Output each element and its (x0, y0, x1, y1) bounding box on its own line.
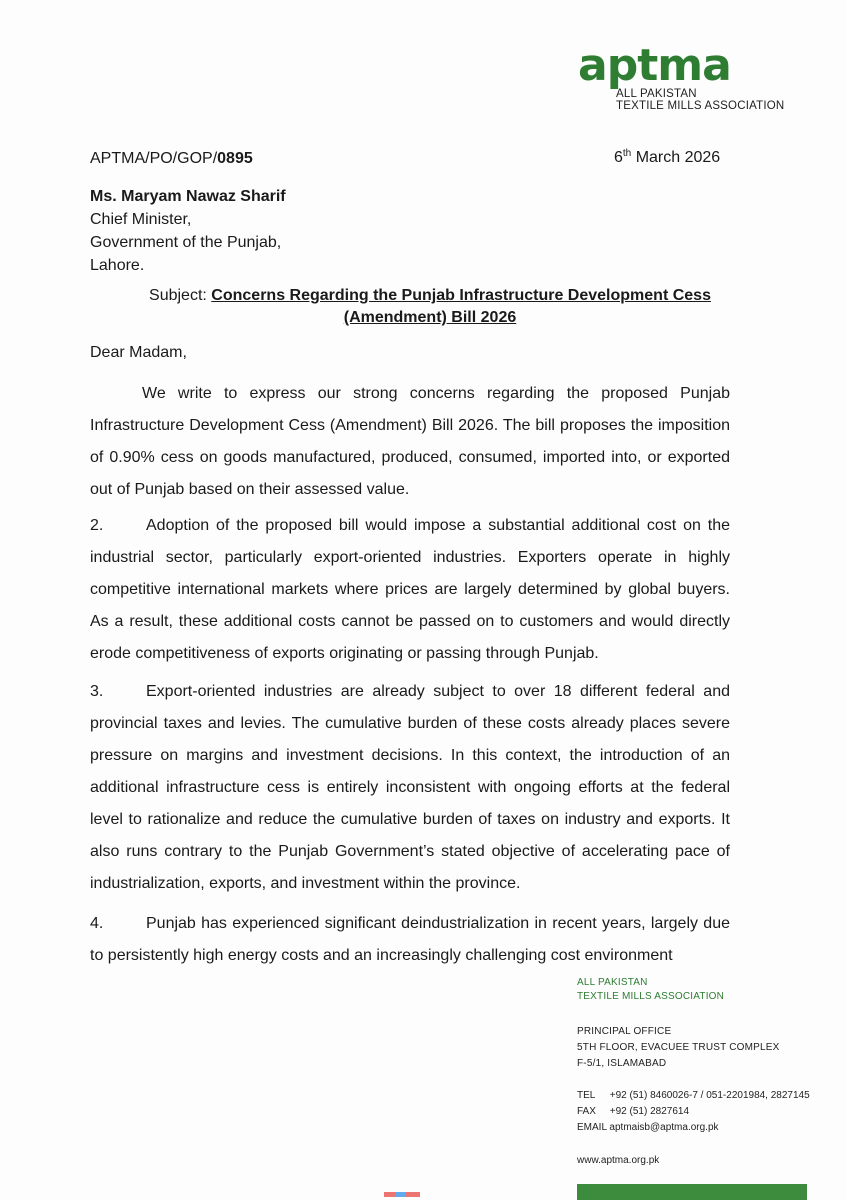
date-suffix: th (622, 148, 632, 159)
footer-office-address (577, 1024, 780, 1072)
addressee-name: Ms. Maryam Nawaz Sharif (90, 188, 286, 205)
paragraph-3-number: 3. (90, 683, 104, 700)
date-month-year: March 2026 (631, 149, 721, 166)
email-value: aptmaisb@aptma.org.pk (609, 1122, 719, 1133)
footer-organization (577, 976, 724, 1004)
footer-fax (577, 1104, 810, 1120)
email-label: EMAIL (577, 1122, 607, 1133)
tel-label: TEL (577, 1090, 596, 1101)
addressee-block (90, 185, 286, 277)
footer-org-line-1: ALL PAKISTAN (577, 977, 648, 988)
footer-org-line-2: TEXTILE MILLS ASSOCIATION (577, 991, 725, 1002)
logo-line-2: TEXTILE MILLS ASSOCIATION (616, 100, 785, 112)
reference-prefix: APTMA/PO/GOP/ (90, 150, 218, 167)
date-day: 6 (614, 149, 623, 166)
paragraph-3 (90, 676, 730, 900)
paragraph-2-number: 2. (90, 517, 104, 534)
footer-contact (577, 1088, 810, 1136)
paragraph-1-text: We write to express our strong concerns regarding the proposed Punjab Infrastructure Development Cess (Amendment) Bill 2026. The bill proposes the imposition of 0.90% cess on goods manufactured, produced, consumed, imported into, or exported out of Punjab based on their assessed value. (90, 385, 730, 498)
subject-title: Concerns Regarding the Punjab Infrastructure Development Cess (Amendment) Bill 2026 (211, 287, 711, 326)
addressee-organization: Government of the Punjab, (90, 234, 282, 251)
fax-value: +92 (51) 2827614 (609, 1106, 690, 1117)
footer-office-line-3: F-5/1, ISLAMABAD (577, 1058, 667, 1069)
footer-tel (577, 1088, 810, 1104)
aptma-logo (578, 40, 788, 112)
footer-green-bar (577, 1184, 807, 1200)
paragraph-4-number: 4. (90, 915, 104, 932)
paragraph-2-text: Adoption of the proposed bill would impose a substantial additional cost on the industrial sector, particularly export-oriented industries. Exporters operate in highly competitive international markets where prices are largely determined by global buyers. As a result, these additional costs cannot be passed on to customers and would directly erode competitiveness of exports originating or passing through Punjab. (90, 517, 730, 662)
salutation: Dear Madam, (90, 344, 187, 361)
paragraph-1 (90, 378, 730, 506)
logo-wordmark: aptma (578, 40, 731, 91)
scan-artifact (384, 1192, 420, 1197)
letter-date (614, 148, 720, 167)
paragraph-4-text: Punjab has experienced significant deindustrialization in recent years, largely due to persistently high energy costs and an increasingly challenging cost environment (90, 915, 730, 964)
addressee-city: Lahore. (90, 257, 145, 274)
footer-website: www.aptma.org.pk (577, 1155, 660, 1166)
addressee-title: Chief Minister, (90, 211, 192, 228)
paragraph-2 (90, 510, 730, 670)
footer-office-line-1: PRINCIPAL OFFICE (577, 1026, 672, 1037)
footer-office-line-2: 5TH FLOOR, EVACUEE TRUST COMPLEX (577, 1042, 780, 1053)
subject-label: Subject: (149, 287, 212, 304)
footer-email (577, 1120, 810, 1136)
paragraph-4 (90, 908, 730, 972)
tel-value: +92 (51) 8460026-7 / 051-2201984, 2827145 (609, 1090, 810, 1101)
fax-label: FAX (577, 1106, 596, 1117)
logo-line-1: ALL PAKISTAN (616, 88, 697, 100)
paragraph-3-text: Export-oriented industries are already subject to over 18 different federal and provincial taxes and levies. The cumulative burden of these costs already places severe pressure on margins and investment decisions. In this context, the introduction of an additional infrastructure cess is entirely inconsistent with ongoing efforts at the federal level to rationalize and reduce the cumulative burden of taxes on industry and exports. It also runs contrary to the Punjab Government’s stated objective of accelerating pace of industrialization, exports, and investment within the province. (90, 683, 730, 892)
reference-number (90, 150, 253, 168)
subject-line (100, 285, 760, 329)
reference-code: 0895 (217, 150, 253, 167)
